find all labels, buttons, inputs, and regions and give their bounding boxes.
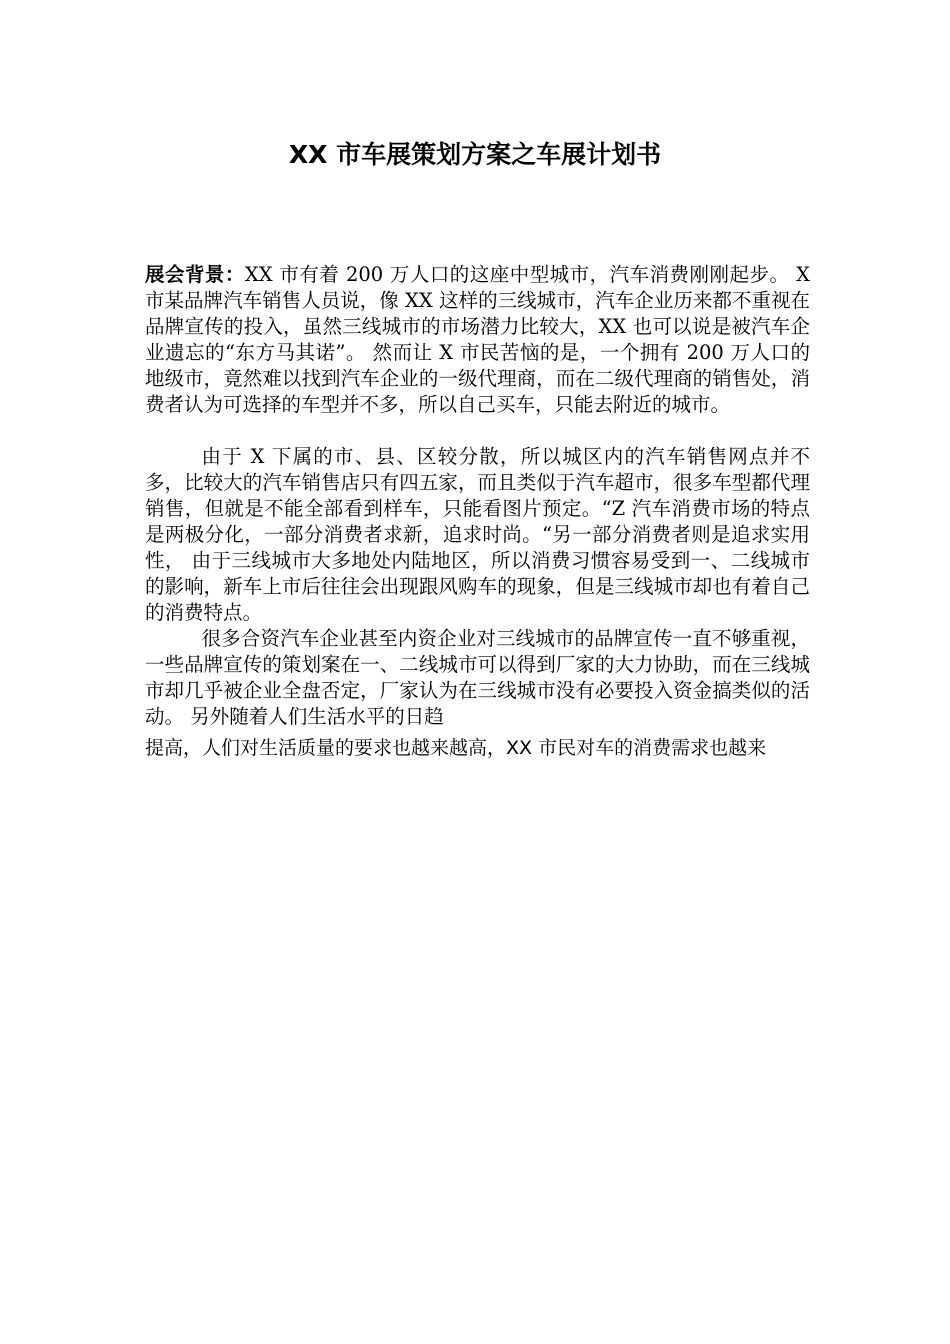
background-text: XX 市有着 200 万人口的这座中型城市，汽车消费刚刚起步。 X 市某品牌汽车销售人员说，像 XX 这样的三线城市，汽车企业历来都不重视在品牌宣传的投入，虽然三线城市的市场潜力比较大，XX 也可以说是被汽车企业遗忘的“东方马其诺”。 然而让 X 市民苦恼的是，一个拥有 200 万人口的地级市，竟然难以找到汽车企业的一级代理商，而在二级代理商的销售处，消费者认为可选择的车型并不多，所以自己买车，只能去附近的城市。 — [145, 263, 810, 416]
paragraph-brand-promotion: 很多合资汽车企业甚至内资企业对三线城市的品牌宣传一直不够重视，一些品牌宣传的策划案在一、二线城市可以得到厂家的大力协助，而在三线城市却几乎被企业全盘否定，厂家认为在三线城市没有必要投入资金搞类似的活动。 另外随着人们生活水平的日趋 — [145, 627, 810, 728]
document-body — [145, 262, 810, 766]
paragraph-market: 由于 X 下属的市、县、区较分散，所以城区内的汽车销售网点并不多，比较大的汽车销售店只有四五家，而且类似于汽车超市，很多车型都代理销售，但就是不能全部看到样车，只能看图片预定。“Z 汽车消费市场的特点是两极分化，一部分消费者求新，追求时尚。“另一部分消费者则是追求实用性， 由于三线城市大多地处内陆地区，所以消费习惯容易受到一、二线城市的影响，新车上市后往往会出现跟风购车的现象，但是三线城市却也有着自己的消费特点。 — [145, 445, 810, 624]
background-paragraph — [145, 262, 810, 418]
document-title: XX 市车展策划方案之车展计划书 — [288, 140, 662, 169]
paragraph-demand: 提高，人们对生活质量的要求也越来越高，XX 市民对车的消费需求也越来 — [145, 737, 767, 759]
background-label: 展会背景： — [145, 263, 245, 286]
